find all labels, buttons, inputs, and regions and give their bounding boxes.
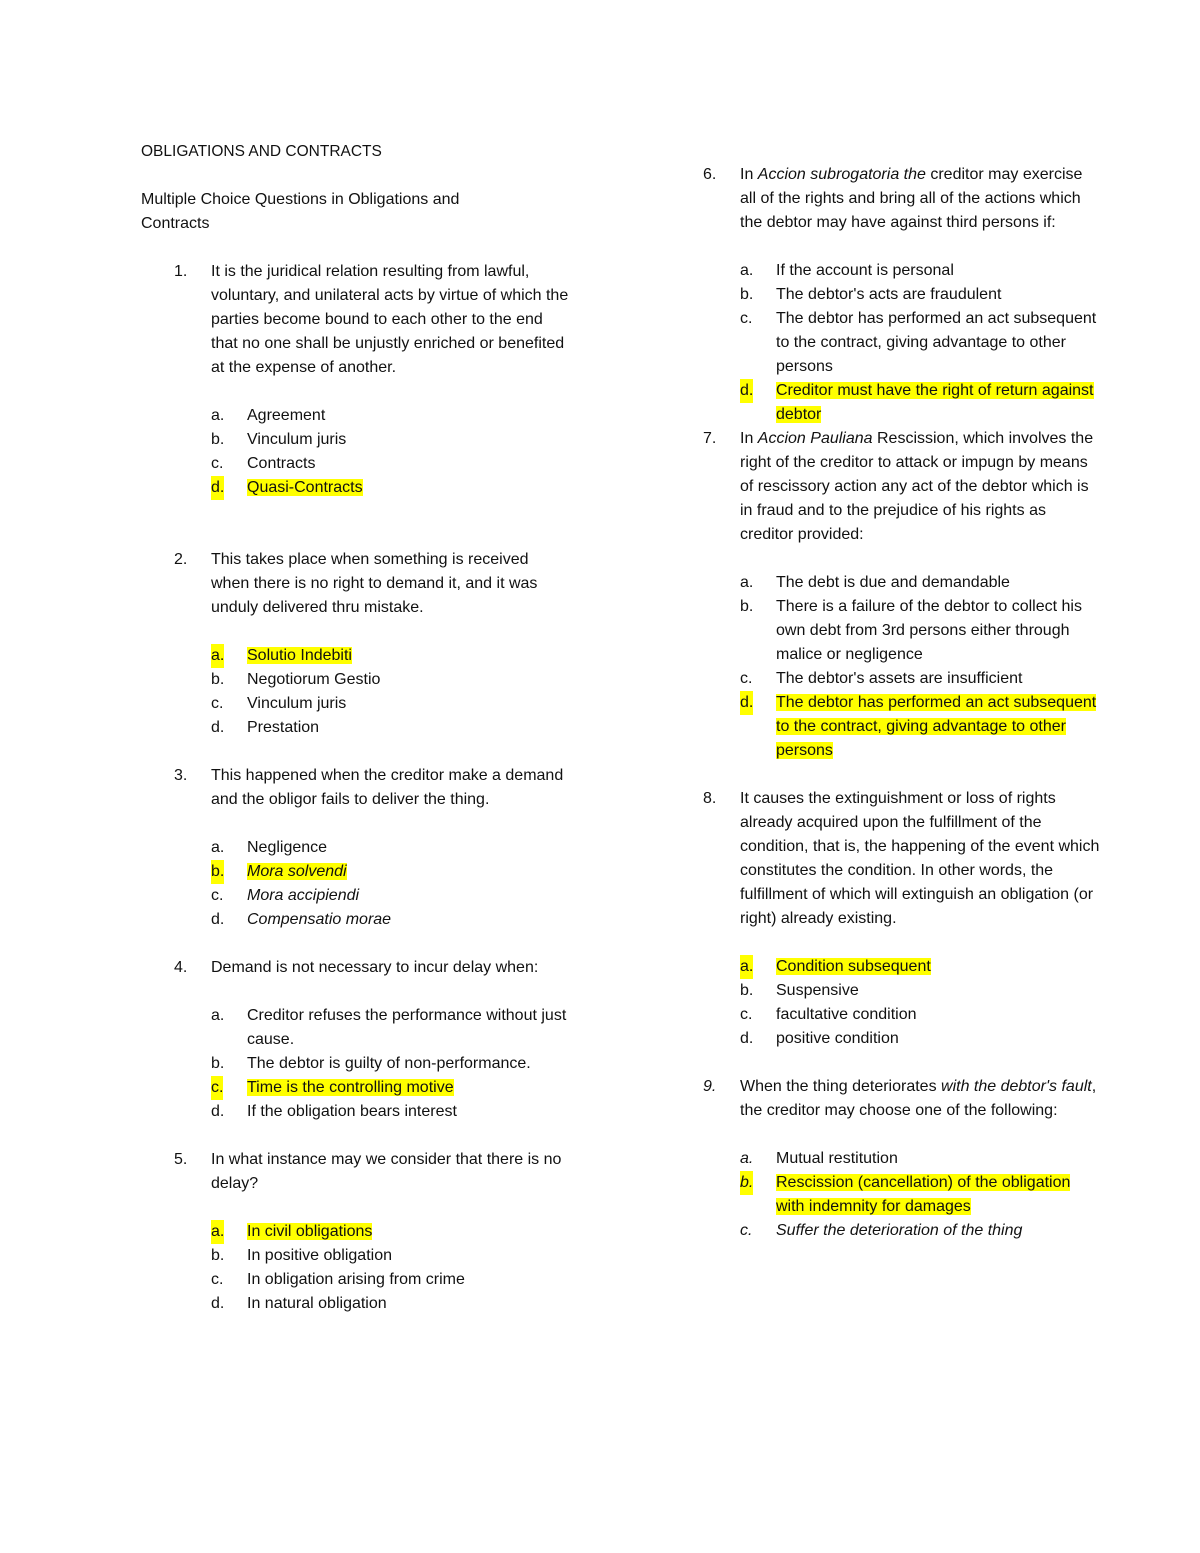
option-item: [211, 716, 571, 740]
option-letter: a.: [211, 407, 225, 424]
question-text: [740, 163, 1100, 235]
option-text: Negotiorum Gestio: [247, 671, 381, 688]
option-item: [211, 692, 571, 716]
option-text-highlighted: Solutio Indebiti: [247, 647, 352, 664]
subtitle-line: Contracts: [141, 215, 210, 232]
option-item: [740, 1027, 1100, 1051]
option-item: [211, 1100, 571, 1124]
option-text: Negligence: [247, 839, 328, 856]
option-item: [740, 1147, 1100, 1171]
option-text: Vinculum juris: [247, 695, 347, 712]
option-letter: b.: [740, 1171, 753, 1195]
option-item-answer: [211, 476, 571, 500]
option-letter: d.: [740, 379, 753, 403]
option-letter: c.: [211, 455, 224, 472]
option-text: The debtor has performed an act subsequent to the contract, giving advantage to other persons: [776, 310, 1097, 375]
subtitle-line: Multiple Choice Questions in Obligations and: [141, 191, 460, 208]
option-item: [211, 884, 571, 908]
option-letter: d.: [211, 1103, 225, 1120]
option-item: [211, 404, 571, 428]
option-item-answer: [211, 1076, 571, 1100]
option-letter: c.: [740, 1222, 753, 1239]
option-letter: c.: [740, 1006, 753, 1023]
question-text: It is the juridical relation resulting from lawful, voluntary, and unilateral acts by virtue of which the parties become bound to each other to the end that no one shall be unjustly enriched or benefited at the expense of another.: [211, 263, 569, 376]
option-text: Mutual restitution: [776, 1150, 898, 1167]
option-item: [740, 571, 1100, 595]
question-number: 3.: [174, 767, 188, 784]
question-2: [141, 548, 571, 740]
option-text: Vinculum juris: [247, 431, 347, 448]
option-letter: d.: [740, 1030, 754, 1047]
option-item: [211, 428, 571, 452]
option-text: The debtor is guilty of non-performance.: [247, 1055, 531, 1072]
option-text: If the account is personal: [776, 262, 954, 279]
option-text: In obligation arising from crime: [247, 1271, 465, 1288]
option-letter: a.: [211, 839, 225, 856]
option-text: Suffer the deterioration of the thing: [776, 1222, 1023, 1239]
document-title: OBLIGATIONS AND CONTRACTS: [141, 143, 382, 160]
option-item: [740, 307, 1100, 379]
option-letter: d.: [211, 911, 225, 928]
question-text-part: , the creditor may choose one of the following:: [740, 1078, 1097, 1119]
question-4: [141, 956, 571, 1124]
option-text-highlighted: Creditor must have the right of return against debtor: [776, 382, 1094, 423]
option-item: [211, 452, 571, 476]
question-text-part: When the thing deteriorates: [740, 1078, 942, 1095]
option-text: The debtor's acts are fraudulent: [776, 286, 1002, 303]
question-8: [670, 787, 1100, 1051]
option-item: [211, 1052, 571, 1076]
question-number: 2.: [174, 551, 188, 568]
option-item: [740, 979, 1100, 1003]
question-number: 4.: [174, 959, 188, 976]
option-letter: a.: [211, 1007, 225, 1024]
question-text-italic: Accion subrogatoria the: [757, 166, 926, 183]
question-text: This happened when the creditor make a demand and the obligor fails to deliver the thing.: [211, 767, 564, 808]
option-text: In positive obligation: [247, 1247, 392, 1264]
question-text: In what instance may we consider that there is no delay?: [211, 1151, 562, 1192]
question-text-part: creditor may exercise all of the rights and bring all of the actions which the debtor may have against third persons if:: [740, 166, 1083, 231]
options-list: [740, 259, 1100, 427]
option-text: Contracts: [247, 455, 316, 472]
question-1: [141, 260, 571, 500]
left-column: [141, 140, 571, 1316]
question-text: It causes the extinguishment or loss of rights already acquired upon the fulfillment of the condition, that is, the happening of the event which constitutes the condition. In other words, the fulfillment of which will extinguish an obligation (or right) already existing.: [740, 790, 1100, 927]
question-text: [740, 1075, 1100, 1123]
option-item-answer: [740, 955, 1100, 979]
option-text-highlighted: Time is the controlling motive: [247, 1079, 454, 1096]
option-letter: b.: [740, 286, 754, 303]
question-text-part: Rescission, which involves the right of the creditor to attack or impugn by means of rescissory action any act of the debtor which is in fraud and to the prejudice of his rights as creditor provided:: [740, 430, 1094, 543]
question-number: 6.: [703, 166, 717, 183]
options-list: [740, 571, 1100, 763]
option-item: [211, 1292, 571, 1316]
option-text: Creditor refuses the performance without just cause.: [247, 1007, 567, 1048]
option-item: [211, 1004, 571, 1052]
option-item: [740, 1003, 1100, 1027]
option-text: positive condition: [776, 1030, 899, 1047]
options-list: [740, 955, 1100, 1051]
document-subtitle: [141, 188, 571, 236]
option-item: [211, 908, 571, 932]
question-text-italic: Accion Pauliana: [757, 430, 873, 447]
question-3: [141, 764, 571, 932]
option-item: [740, 595, 1100, 667]
option-letter: c.: [740, 310, 753, 327]
question-text: [740, 427, 1100, 547]
option-letter: a.: [740, 574, 754, 591]
option-item-answer: [211, 860, 571, 884]
question-text-part: In: [740, 430, 758, 447]
right-column: [670, 140, 1100, 1243]
option-text: The debt is due and demandable: [776, 574, 1010, 591]
option-text: Compensatio morae: [247, 911, 392, 928]
option-letter: c.: [211, 887, 224, 904]
question-7: [670, 427, 1100, 763]
option-item-answer: [211, 644, 571, 668]
option-letter: c.: [740, 670, 753, 687]
option-letter: b.: [211, 860, 224, 884]
option-text: Agreement: [247, 407, 326, 424]
option-letter: a.: [740, 1150, 754, 1167]
question-9: [670, 1075, 1100, 1243]
option-item: [211, 1244, 571, 1268]
option-letter: b.: [211, 431, 225, 448]
option-item: [211, 836, 571, 860]
option-letter: d.: [211, 476, 224, 500]
option-item-answer: [740, 691, 1100, 763]
option-item: [211, 668, 571, 692]
option-text: Suspensive: [776, 982, 859, 999]
option-letter: a.: [211, 1220, 224, 1244]
option-item: [740, 259, 1100, 283]
option-letter: d.: [211, 719, 225, 736]
option-item-answer: [740, 379, 1100, 427]
question-number: 9.: [703, 1078, 717, 1095]
option-text: In natural obligation: [247, 1295, 387, 1312]
question-6: [670, 163, 1100, 427]
option-text-highlighted: The debtor has performed an act subsequent to the contract, giving advantage to other persons: [776, 694, 1097, 759]
option-item-answer: [211, 1220, 571, 1244]
options-list: [211, 404, 571, 500]
option-letter: a.: [740, 262, 754, 279]
option-item: [740, 1219, 1100, 1243]
option-text: The debtor's assets are insufficient: [776, 670, 1023, 687]
option-letter: c.: [211, 1076, 223, 1100]
option-text: Mora accipiendi: [247, 887, 360, 904]
option-letter: a.: [211, 644, 224, 668]
option-item: [740, 283, 1100, 307]
option-text: facultative condition: [776, 1006, 917, 1023]
option-text-highlighted: Quasi-Contracts: [247, 479, 363, 496]
options-list: [211, 1004, 571, 1124]
option-letter: b.: [211, 1055, 225, 1072]
option-item: [211, 1268, 571, 1292]
question-number: 5.: [174, 1151, 188, 1168]
option-text-highlighted: Rescission (cancellation) of the obligation with indemnity for damages: [776, 1174, 1071, 1215]
question-text: Demand is not necessary to incur delay when:: [211, 959, 539, 976]
option-item-answer: [740, 1171, 1100, 1219]
question-text: This takes place when something is received when there is no right to demand it, and it was unduly delivered thru mistake.: [211, 551, 538, 616]
option-letter: c.: [211, 1271, 224, 1288]
option-text-highlighted: Condition subsequent: [776, 958, 931, 975]
option-letter: a.: [740, 955, 753, 979]
option-letter: d.: [740, 691, 753, 715]
options-list: [211, 644, 571, 740]
option-text-highlighted: In civil obligations: [247, 1223, 373, 1240]
options-list: [211, 1220, 571, 1316]
option-item: [740, 667, 1100, 691]
question-5: [141, 1148, 571, 1316]
option-text: There is a failure of the debtor to collect his own debt from 3rd persons either through malice or negligence: [776, 598, 1082, 663]
question-number: 7.: [703, 430, 717, 447]
option-letter: b.: [740, 982, 754, 999]
option-letter: d.: [211, 1295, 225, 1312]
option-letter: b.: [740, 598, 754, 615]
option-text: Prestation: [247, 719, 320, 736]
question-text-italic: with the debtor's fault: [941, 1078, 1092, 1095]
question-number: 8.: [703, 790, 717, 807]
option-letter: b.: [211, 1247, 225, 1264]
question-text-part: In: [740, 166, 758, 183]
options-list: [211, 836, 571, 932]
options-list: [740, 1147, 1100, 1243]
option-text-highlighted: Mora solvendi: [247, 863, 347, 880]
option-letter: c.: [211, 695, 224, 712]
option-letter: b.: [211, 671, 225, 688]
question-number: 1.: [174, 263, 188, 280]
option-text: If the obligation bears interest: [247, 1103, 457, 1120]
